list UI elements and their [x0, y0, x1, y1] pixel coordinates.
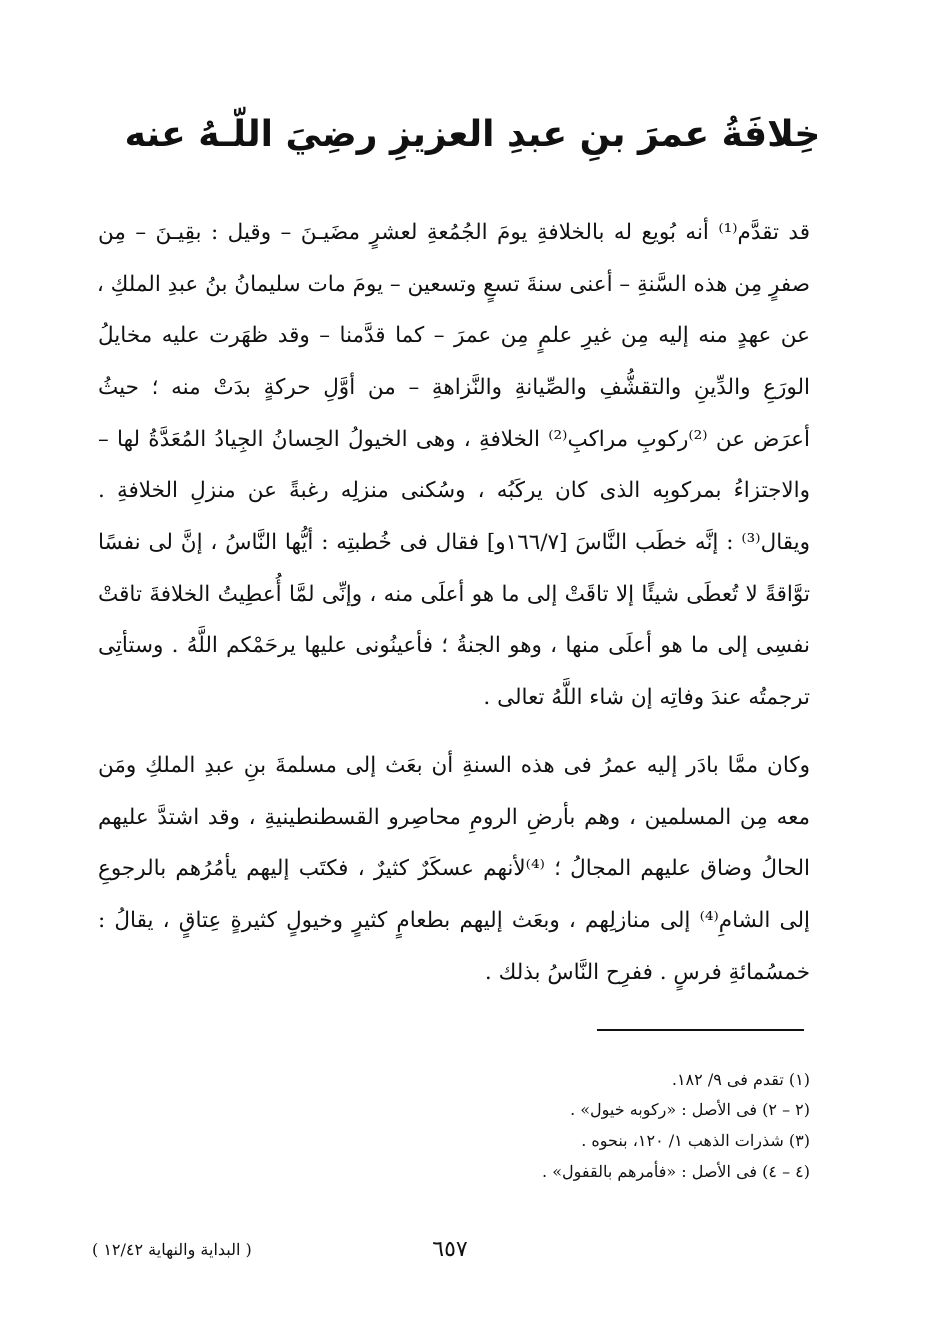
text-line: نفسِى إلى ما هو أعلَى منها ، وهو الجنةُ ؛ فأعينُونى عليها يرحَمْكم اللَّهُ . وستأتِى	[98, 633, 810, 658]
text-line: إلى الشامِ⁽⁴⁾ إلى منازلِهم ، وبعَث إليهم بطعامٍ كثيرٍ وخيولٍ كثيرةٍ عِتاقٍ ، يقالُ :	[98, 908, 810, 933]
footnote: (٣) شذرات الذهب ١/ ١٢٠، بنحوه .	[581, 1131, 810, 1150]
text-line: خمسُمائةِ فرسٍ . ففرِح النَّاسُ بذلك .	[484, 960, 810, 985]
footnote-separator	[597, 1029, 804, 1031]
page-number: ٦٥٧	[432, 1237, 468, 1262]
text-line: عن عهدٍ منه إليه مِن غيرِ علمٍ مِن عمرَ – كما قدَّمنا – وقد ظهَرت عليه مخايلُ	[98, 323, 810, 348]
text-line: صفرٍ مِن هذه السَّنةِ – أعنى سنةَ تسعٍ وتسعين – يومَ مات سليمانُ بنُ عبدِ الملكِ ،	[96, 272, 810, 297]
footnote: (١) تقدم فى ٩/ ١٨٢.	[671, 1070, 810, 1089]
text-line: معه مِن المسلمين ، وهم بأرضِ الرومِ محاصِرو القسطنطينيةِ ، وقد اشتدَّ عليهم	[98, 805, 810, 830]
text-line: أعرَض عن ⁽²⁾ركوبِ مراكبِ⁽²⁾ الخلافةِ ، وهى الخيولُ الحِسانُ الجِيادُ المُعَدَّةُ لها –	[98, 427, 810, 452]
source-reference: ( البداية والنهاية ١٢/٤٢ )	[92, 1240, 252, 1259]
text-line: توَّاقةً لا تُعطَى شيئًا إلا تاقَتْ إلى ما هو أعلَى منه ، وإنِّى لمَّا أُعطِيتُ الخلافةَ تاقتْ	[98, 582, 810, 607]
footnote: (٤ – ٤) فى الأصل : «فأمرهم بالقفول» .	[542, 1162, 810, 1181]
text-line: ويقال⁽³⁾ : إنَّه خطَب النَّاسَ [١٦٦/٧و] فقال فى خُطبتِه : أيُّها النَّاسُ ، إنَّ لى نفسًا	[98, 530, 810, 555]
text-line: الورَعِ والدِّينِ والتقشُّفِ والصِّيانةِ والنَّزاهةِ – من أوَّلِ حركةٍ بدَتْ منه ؛ حيثُ	[98, 375, 810, 400]
text-line: ترجمتُه عندَ وفاتِه إن شاء اللَّهُ تعالى .	[483, 685, 810, 710]
footnote: (٢ – ٢) فى الأصل : «ركوبه خيول» .	[570, 1100, 810, 1119]
text-line: قد تقدَّم⁽¹⁾ أنه بُويع له بالخلافةِ يومَ الجُمُعةِ لعشرٍ مضَيـنَ – وقيل : بقِيـنَ – مِن	[98, 220, 810, 245]
text-line: وكان ممَّا بادَر إليه عمرُ فى هذه السنةِ أن بعَث إلى مسلمةَ بنِ عبدِ الملكِ ومَن	[98, 753, 810, 778]
text-line: والاجتزاءُ بمركوبِه الذى كان يركَبُه ، وسُكنى منزلِه رغبةً عن منزلِ الخلافةِ .	[98, 478, 810, 503]
text-line: الحالُ وضاق عليهم المجالُ ؛ ⁽⁴⁾لأنهم عسكَرٌ كثيرٌ ، فكتَب إليهم يأمُرُهم بالرجوعِ	[98, 856, 811, 881]
chapter-title: خِلافَةُ عمرَ بنِ عبدِ العزيزِ رضِيَ اللّـهُ عنه	[124, 114, 821, 155]
